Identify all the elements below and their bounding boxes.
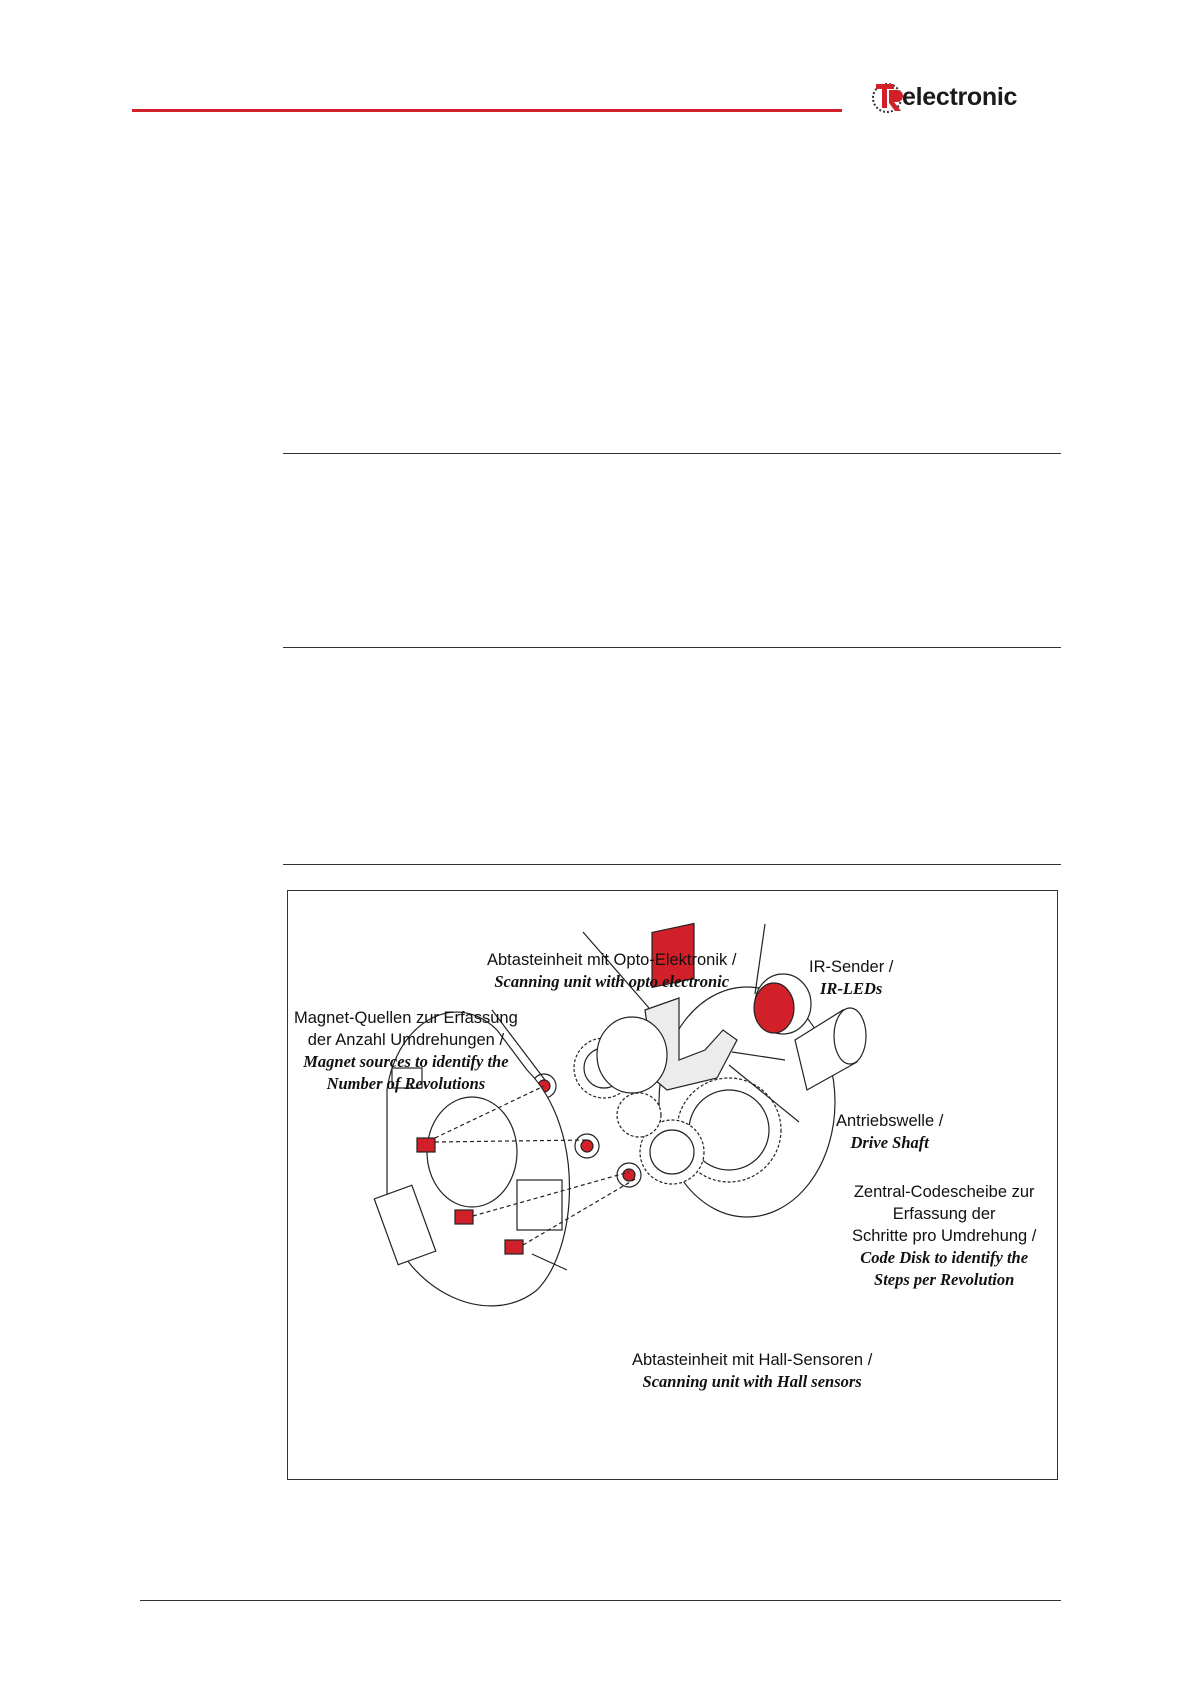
ir-led-lens [754,983,794,1033]
section-divider [283,453,1061,454]
company-logo [872,78,1062,118]
label-ir-leds: IR-Sender / IR-LEDs [809,958,894,998]
header-rule [132,109,842,112]
center-cylinder [597,1017,667,1093]
label-hall-unit: Abtasteinheit mit Hall-Sensoren / Scanning unit with Hall sensors [632,1351,873,1391]
footer-rule [140,1600,1061,1601]
section-divider [283,647,1061,648]
section-divider [283,864,1061,865]
logo-wordmark: electronic [902,83,1018,111]
label-code-disk: Zentral-Codescheibe zur Erfassung der Schritte pro Umdrehung / Code Disk to identify the Steps per Revolution [852,1183,1037,1289]
label-opto-unit: Abtasteinheit mit Opto-Elektronik / Scanning unit with opto electronic [487,951,737,991]
logo-tr-mark-icon [872,78,906,118]
label-drive-shaft: Antriebswelle / Drive Shaft [836,1112,944,1152]
label-magnet-sources: Magnet-Quellen zur Erfassung der Anzahl Umdrehungen / Magnet sources to identify the Number of Revolutions [294,1009,518,1093]
gear-mid [617,1093,661,1137]
